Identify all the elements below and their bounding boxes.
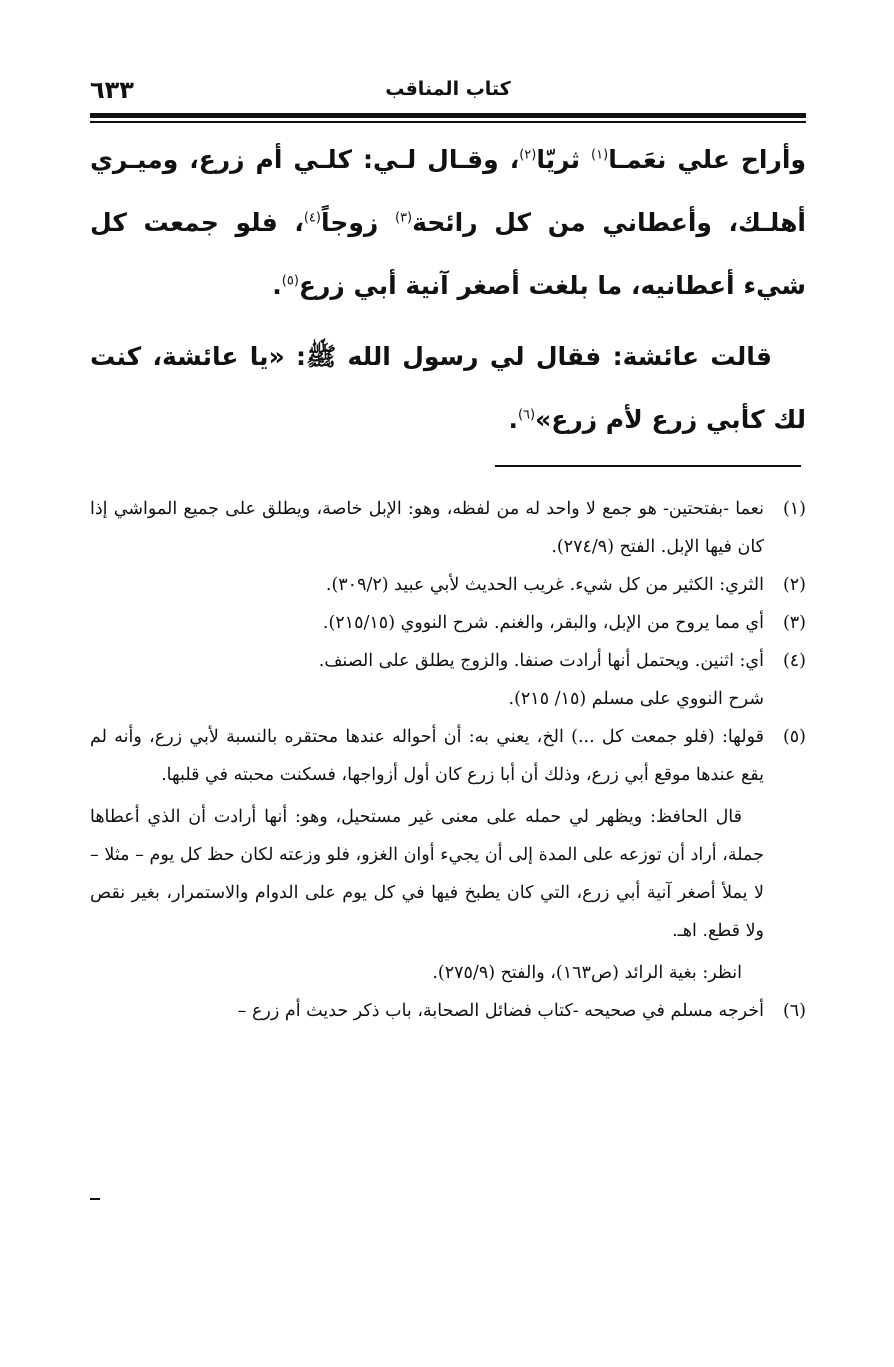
footnote-text: أي مما يروح من الإبل، والبقر، والغنم. شرح النووي (٢١٥/١٥). <box>322 613 764 633</box>
footnote-4 <box>90 642 806 680</box>
note-ref-1: (١) <box>591 147 609 163</box>
footnote-5 <box>90 718 806 794</box>
text-run: ، وقـال لـي: كلـي أم زرع، وميـري أهلـك، وأعطاني من كل رائحة <box>90 145 806 237</box>
note-ref-5: (٥) <box>281 273 299 289</box>
header-rule-thick <box>90 113 806 118</box>
text-run: ثريّا <box>536 145 592 174</box>
page-header <box>90 70 806 112</box>
footnote-number: (٢) <box>782 575 806 595</box>
text-run: قالت عائشة: فقال لي رسول الله ﷺ: «يا عائشة، كنت لك كأبي زرع لأم زرع» <box>90 342 806 434</box>
footnote-text: أي: اثنين. ويحتمل أنها أرادت صنفا. والزوج يطلق على الصنف. <box>318 651 764 671</box>
footnotes <box>90 490 806 1030</box>
footnote-text: الثري: الكثير من كل شيء. غريب الحديث لأبي عبيد (٣٠٩/٢). <box>325 575 764 595</box>
footnote-4-continuation: شرح النووي على مسلم (١٥/ ٢١٥). <box>508 689 764 709</box>
continuation-dash <box>90 1198 100 1200</box>
footnote-1 <box>90 490 806 566</box>
page-number: ٦٣٣ <box>90 76 134 104</box>
note-ref-6: (٦) <box>517 407 536 423</box>
footnote-number: (١) <box>782 499 806 519</box>
footnote-5-paragraph-3: انظر: بغية الرائد (ص١٦٣)، والفتح (٢٧٥/٩). <box>432 963 742 983</box>
footnote-text: نعما -بفتحتين- هو جمع لا واحد له من لفظه، وهو: الإبل خاصة، ويطلق على جميع المواشي إذا كان فيها الإبل. الفتح (٢٧٤/٩). <box>90 499 764 557</box>
footnote-number: (٥) <box>782 727 806 747</box>
note-ref-3: (٣) <box>394 210 413 226</box>
text-run: ، فلو جمعت كل شيء أعطانيه، ما بلغت أصغر آنية أبي زرع <box>90 208 806 300</box>
main-paragraph-2 <box>90 325 806 451</box>
running-title: كتاب المناقب <box>385 78 511 100</box>
text-run: وأراح علي نعَمـا <box>608 145 807 174</box>
footnote-2 <box>90 566 806 604</box>
footnote-number: (٤) <box>782 651 806 671</box>
text-run: . <box>272 271 282 300</box>
text-run: زوجاً <box>320 208 395 237</box>
main-text <box>90 128 806 451</box>
header-rule-thin <box>90 121 806 123</box>
footnote-5-paragraph-2: قال الحافظ: ويظهر لي حمله على معنى غير مستحيل، وهو: أنها أرادت أن الذي أعطاها جملة، أراد أن توزعه على المدة إلى أن يجيء أوان الغزو، فلو وزعته لكان حظ كل يوم – مثلا – لا يملأ أصغر آنية أبي زرع، التي كان يطبخ فيها في كل يوم على الدوام والاستمرار، بغير نقص ولا قطع. اهـ. <box>90 807 764 941</box>
footnote-6 <box>90 992 806 1030</box>
footnote-text: قولها: (فلو جمعت كل ...) الخ، يعني به: أن أحواله عندها محتقره بالنسبة لأبي زرع، وأنه لم يقع عندها موقع أبي زرع، وذلك أن أبا زرع كان أول أزواجها، فسكنت محبته في قلبها. <box>90 727 764 785</box>
main-paragraph-1 <box>90 128 806 317</box>
footnote-number: (٦) <box>782 1001 806 1021</box>
footnote-number: (٣) <box>782 613 806 633</box>
footnote-text: أخرجه مسلم في صحيحه -كتاب فضائل الصحابة، باب ذكر حديث أم زرع – <box>237 1001 764 1021</box>
note-ref-4: (٤) <box>303 210 321 226</box>
note-ref-2: (٢) <box>519 147 537 163</box>
text-run: . <box>508 405 518 434</box>
footnote-3 <box>90 604 806 642</box>
footnote-separator <box>495 465 801 467</box>
